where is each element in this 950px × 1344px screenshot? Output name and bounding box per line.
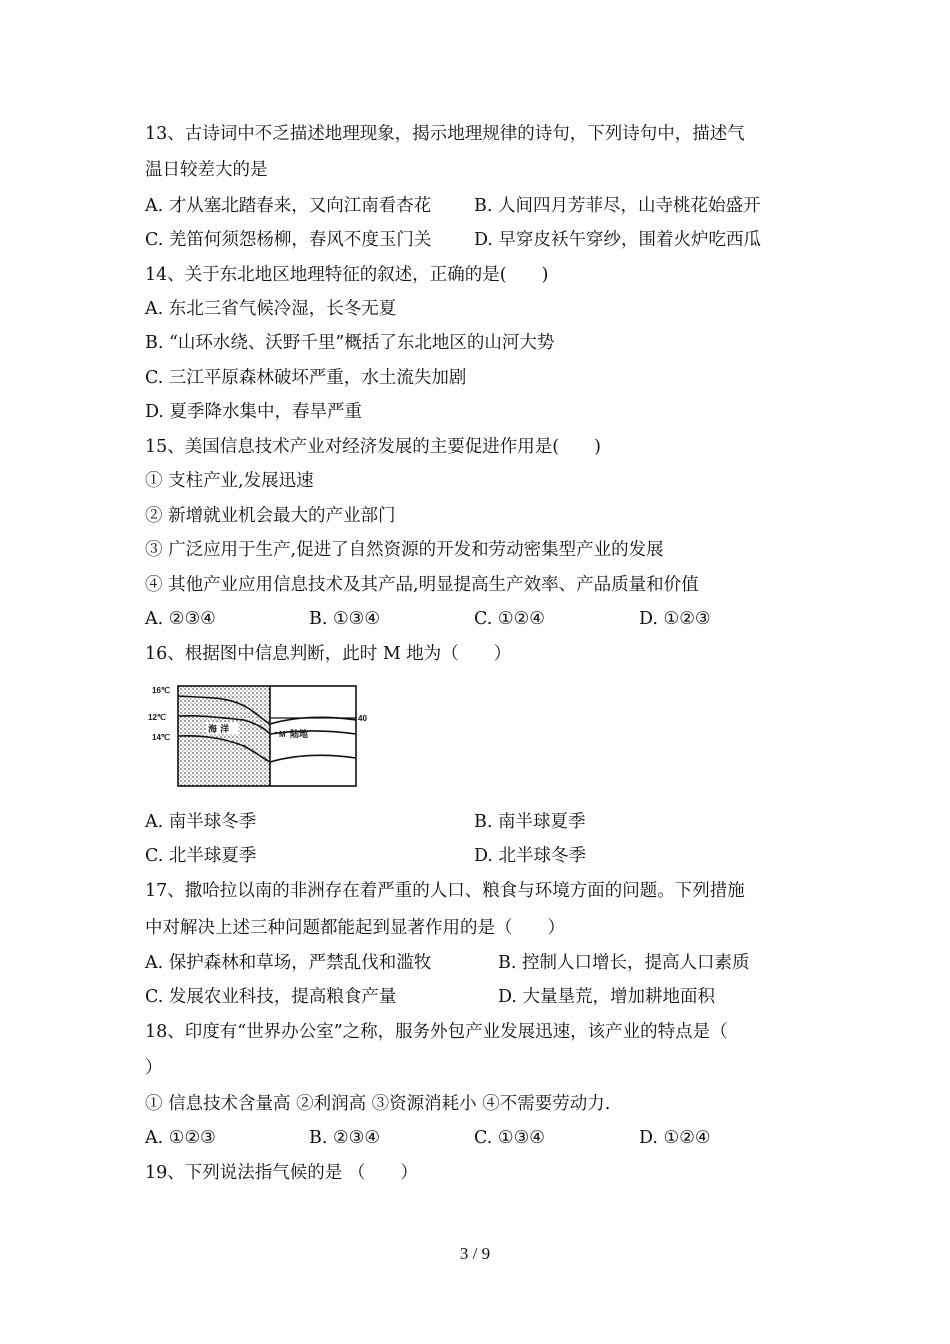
q13-option-c: C. 羌笛何须怨杨柳，春风不度玉门关 [145, 230, 432, 250]
q16-option-a: A. 南半球冬季 [145, 812, 257, 832]
q18-option-a: A. ①②③ [145, 1128, 216, 1148]
q15-stem: 15、美国信息技术产业对经济发展的主要促进作用是( ) [145, 437, 601, 457]
q15-item-2: ② 新增就业机会最大的产业部门 [145, 506, 396, 526]
q14-stem: 14、关于东北地区地理特征的叙述，正确的是( ) [145, 265, 549, 285]
q14-option-d: D. 夏季降水集中，春旱严重 [145, 402, 363, 422]
q15-item-1: ① 支柱产业,发展迅速 [145, 471, 314, 491]
q14-option-a: A. 东北三省气候冷湿，长冬无夏 [145, 299, 397, 319]
q16-option-d: D. 北半球冬季 [474, 846, 587, 866]
page-number: 3 / 9 [459, 1244, 491, 1263]
temp-label-12: 12℃ [148, 713, 166, 722]
q16-stem: 16、根据图中信息判断，此时 M 地为（ ） [145, 644, 512, 664]
point-m-marker [275, 732, 277, 734]
q18-items: ① 信息技术含量高 ②利润高 ③资源消耗小 ④不需要劳动力. [145, 1094, 611, 1114]
q13-option-b: B. 人间四月芳菲尽，山寺桃花始盛开 [474, 196, 761, 216]
q15-option-d: D. ①②③ [639, 609, 711, 629]
q18-stem-line2: ） [145, 1058, 163, 1078]
isotherm-figure [148, 680, 366, 788]
q15-option-b: B. ①③④ [309, 609, 381, 629]
latitude-label: 40 [358, 714, 367, 723]
q13-stem-line1: 13、古诗词中不乏描述地理现象，揭示地理规律的诗句，下列诗句中，描述气 [145, 124, 745, 144]
q16-option-c: C. 北半球夏季 [145, 846, 257, 866]
q18-stem-line1: 18、印度有“世界办公室”之称，服务外包产业发展迅速，该产业的特点是（ [145, 1022, 728, 1042]
point-m-label: M [279, 730, 286, 739]
q19-stem: 19、下列说法指气候的是 （ ） [145, 1163, 418, 1183]
q17-stem-line2: 中对解决上述三种问题都能起到显著作用的是（ ） [145, 918, 565, 938]
q17-option-b: B. 控制人口增长，提高人口素质 [498, 953, 750, 973]
q14-option-b: B. “山环水绕、沃野千里”概括了东北地区的山河大势 [145, 333, 555, 353]
q16-option-b: B. 南半球夏季 [474, 812, 586, 832]
q13-option-a: A. 才从塞北踏春来，又向江南看杏花 [145, 196, 432, 216]
q13-stem-line2: 温日较差大的是 [145, 160, 268, 180]
q13-option-d: D. 早穿皮袄午穿纱，围着火炉吃西瓜 [474, 230, 762, 250]
q14-option-c: C. 三江平原森林破坏严重，水土流失加剧 [145, 368, 467, 388]
q18-option-b: B. ②③④ [309, 1128, 381, 1148]
ocean-label: 海 洋 [208, 725, 230, 735]
q18-option-d: D. ①②④ [639, 1128, 711, 1148]
temp-label-14: 14℃ [152, 733, 170, 742]
temp-label-16: 16℃ [152, 686, 170, 695]
land-label: 陆地 [290, 730, 309, 740]
q15-item-4: ④ 其他产业应用信息技术及其产品,明显提高生产效率、产品质量和价值 [145, 575, 699, 595]
q17-option-c: C. 发展农业科技，提高粮食产量 [145, 987, 397, 1007]
q15-option-a: A. ②③④ [145, 609, 216, 629]
q18-option-c: C. ①③④ [474, 1128, 545, 1148]
q17-stem-line1: 17、撒哈拉以南的非洲存在着严重的人口、粮食与环境方面的问题。下列措施 [145, 881, 745, 901]
q15-item-3: ③ 广泛应用于生产,促进了自然资源的开发和劳动密集型产业的发展 [145, 540, 664, 560]
q17-option-a: A. 保护森林和草场，严禁乱伐和滥牧 [145, 953, 432, 973]
q15-option-c: C. ①②④ [474, 609, 545, 629]
q17-option-d: D. 大量垦荒，增加耕地面积 [498, 987, 716, 1007]
